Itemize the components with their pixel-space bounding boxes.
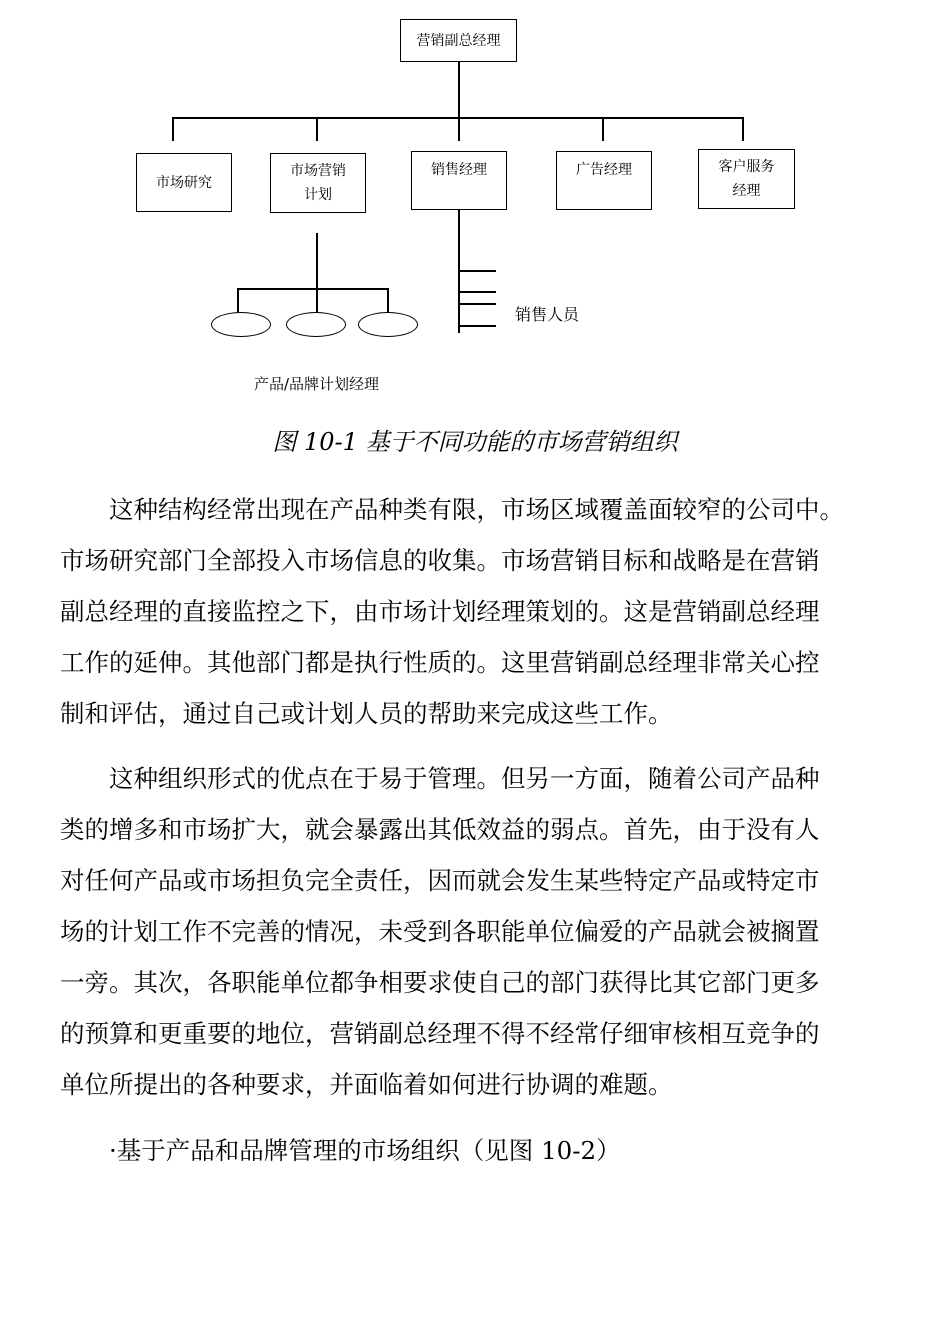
vp-marketing-label: 营销副总经理 bbox=[416, 32, 501, 49]
department-label-line2: 经理 bbox=[732, 183, 761, 199]
department-label: 销售经理 bbox=[431, 162, 487, 178]
paragraph-line: 工作的延伸。其他部门都是执行性质的。这里营销副总经理非常关心控 bbox=[60, 648, 820, 677]
department-label-line2: 计划 bbox=[304, 187, 332, 203]
department-label: 广告经理 bbox=[576, 162, 632, 178]
connector-planning-drop-3 bbox=[387, 288, 389, 312]
product-managers-label: 产品/品牌计划经理 bbox=[254, 375, 380, 393]
paragraph-line: 场的计划工作不完善的情况，未受到各职能单位偏爱的产品就会被搁置 bbox=[60, 917, 820, 946]
paragraph-line: 的预算和更重要的地位，营销副总经理不得不经常仔细审核相互竞争的 bbox=[60, 1019, 820, 1048]
department-box-advertising-manager bbox=[556, 151, 652, 210]
connector-planning-drop-2 bbox=[316, 288, 318, 312]
paragraph-line: 制和评估，通过自己或计划人员的帮助来完成这些工作。 bbox=[60, 699, 673, 728]
paragraph-line: 副总经理的直接监控之下，由市场计划经理策划的。这是营销副总经理 bbox=[60, 597, 820, 626]
paragraph-line: 这种组织形式的优点在于易于管理。但另一方面，随着公司产品种 bbox=[109, 764, 820, 793]
product-manager-node-1 bbox=[211, 312, 271, 337]
connector-planning-bus bbox=[237, 288, 388, 290]
department-box-market-research bbox=[136, 153, 232, 212]
figure-caption: 图 10-1 基于不同功能的市场营销组织 bbox=[272, 428, 678, 456]
bullet-text: ·基于产品和品牌管理的市场组织（见图 10-2） bbox=[109, 1136, 621, 1165]
sales-staff-tick-3 bbox=[458, 303, 496, 305]
department-label: 市场研究 bbox=[156, 174, 212, 191]
sales-staff-label: 销售人员 bbox=[515, 305, 580, 324]
connector-planning-drop-1 bbox=[237, 288, 239, 312]
paragraph-line: 市场研究部门全部投入市场信息的收集。市场营销目标和战略是在营销 bbox=[60, 546, 820, 575]
sales-staff-tick-4 bbox=[458, 325, 496, 327]
paragraph-2 bbox=[60, 753, 870, 1110]
department-box-marketing-planning bbox=[270, 153, 366, 213]
department-box-sales-manager bbox=[411, 151, 507, 210]
paragraph-1 bbox=[60, 484, 870, 739]
department-label: 市场营销 bbox=[290, 163, 346, 179]
vp-marketing-box bbox=[400, 19, 517, 62]
paragraph-line: 单位所提出的各种要求，并面临着如何进行协调的难题。 bbox=[60, 1070, 673, 1099]
section-bullet-line bbox=[60, 1125, 870, 1176]
department-box-customer-service bbox=[698, 149, 795, 209]
sales-staff-tick-2 bbox=[458, 291, 496, 293]
connector-vertical-top bbox=[458, 62, 460, 118]
connector-drop-2 bbox=[316, 117, 318, 141]
product-manager-node-3 bbox=[358, 312, 418, 337]
department-label: 客户服务 bbox=[718, 159, 775, 175]
connector-drop-4 bbox=[602, 117, 604, 141]
sales-staff-tick-1 bbox=[458, 270, 496, 272]
paragraph-line: 一旁。其次，各职能单位都争相要求使自己的部门获得比其它部门更多 bbox=[60, 968, 820, 997]
product-manager-node-2 bbox=[286, 312, 346, 337]
connector-planning-down bbox=[316, 233, 318, 289]
connector-drop-3 bbox=[458, 117, 460, 141]
connector-sales-down bbox=[458, 210, 460, 333]
paragraph-line: 这种结构经常出现在产品种类有限，市场区域覆盖面较窄的公司中。 bbox=[109, 495, 844, 524]
connector-drop-5 bbox=[742, 117, 744, 141]
paragraph-line: 对任何产品或市场担负完全责任，因而就会发生某些特定产品或特定市 bbox=[60, 866, 820, 895]
connector-drop-1 bbox=[172, 117, 174, 141]
paragraph-line: 类的增多和市场扩大，就会暴露出其低效益的弱点。首先，由于没有人 bbox=[60, 815, 820, 844]
